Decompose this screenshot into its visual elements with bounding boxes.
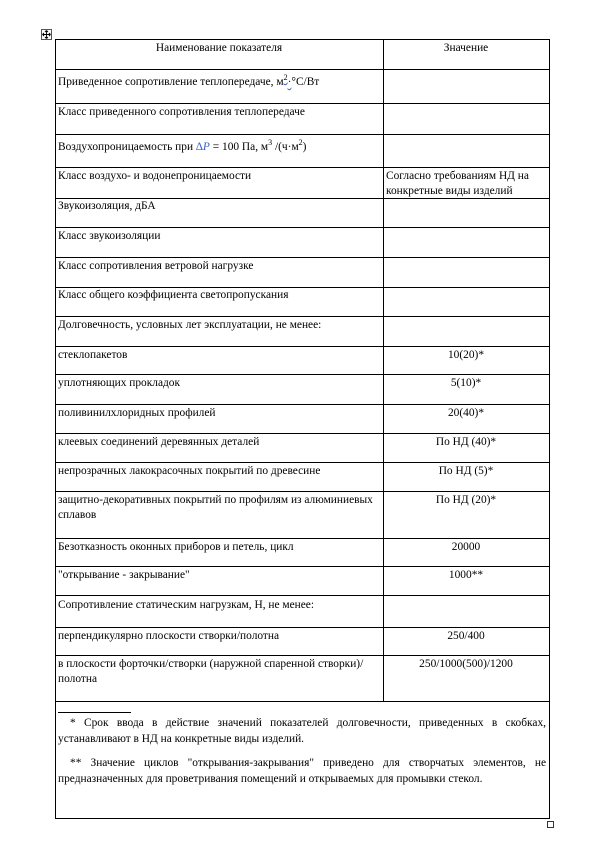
row-divider xyxy=(55,346,550,347)
header-name: Наименование показателя xyxy=(155,42,283,54)
row-glass-units: стеклопакетов xyxy=(58,349,128,361)
row-divider xyxy=(55,316,550,317)
unit-eq: = 100 Па, м xyxy=(209,141,269,153)
row-divider xyxy=(55,462,550,463)
row-pvc-profiles: поливинилхлоридных профилей xyxy=(58,407,216,419)
row-pvc-profiles-value: 20(40)* xyxy=(447,407,485,419)
header-value: Значение xyxy=(443,42,489,54)
table-move-handle[interactable] xyxy=(41,29,52,40)
unit-superscript: 3 xyxy=(268,138,273,147)
table-resize-handle[interactable] xyxy=(547,821,554,828)
row-glue-joints-value: По НД (40)* xyxy=(435,436,497,448)
row-aluminium-coatings-value: По НД (20)* xyxy=(435,494,497,506)
row-open-close: "открывание - закрывание" xyxy=(58,569,190,581)
row-light-class: Класс общего коэффициента светопропускания xyxy=(58,289,289,301)
row-divider xyxy=(55,595,550,596)
row-label: Приведенное сопротивление теплопередаче, м xyxy=(58,76,284,88)
row-thermal-class: Класс приведенного сопротивления теплопередаче xyxy=(58,106,305,118)
unit-dot: · xyxy=(287,76,292,88)
row-divider xyxy=(55,433,550,434)
row-divider xyxy=(55,538,550,539)
footnote-2: ** Значение циклов "открывания-закрывания" приведено для створчатых элементов, не предназначенных для проветривания помещений и открываемых для промывки стекол. xyxy=(58,757,546,785)
row-divider xyxy=(55,566,550,567)
row-divider xyxy=(55,103,550,104)
row-air-water-class: Класс воздухо- и водонепроницаемости xyxy=(58,170,252,182)
row-sound-class: Класс звукоизоляции xyxy=(58,230,161,242)
unit-superscript: 2 xyxy=(298,138,303,147)
row-divider xyxy=(55,134,550,135)
row-divider xyxy=(55,655,550,656)
unit-close: ) xyxy=(302,141,307,153)
column-divider xyxy=(383,39,384,702)
row-air-permeability xyxy=(58,140,380,155)
row-static-loads: Сопротивление статическим нагрузкам, Н, не менее: xyxy=(58,599,315,611)
row-divider xyxy=(55,701,550,702)
row-durability: Долговечность, условных лет эксплуатации, не менее: xyxy=(58,319,322,331)
row-sound-insulation: Звукоизоляция, дБА xyxy=(58,200,156,212)
row-glass-units-value: 10(20)* xyxy=(447,349,485,361)
row-in-plane-value: 250/1000(500)/1200 xyxy=(419,658,513,670)
delta-p-symbol: ∆P xyxy=(195,141,210,153)
table-frame xyxy=(55,39,550,819)
row-wind-class: Класс сопротивления ветровой нагрузке xyxy=(58,260,254,272)
row-label: Воздухопроницаемость при xyxy=(58,141,194,153)
row-divider xyxy=(55,491,550,492)
row-divider xyxy=(55,167,550,168)
row-reliability: Безотказность оконных приборов и петель, цикл xyxy=(58,541,294,553)
row-perpendicular: перпендикулярно плоскости створки/полотна xyxy=(58,630,280,642)
move-arrows-icon xyxy=(42,30,51,39)
row-air-water-class-value: Согласно требованиям НД на конкретные виды изделий xyxy=(386,170,529,197)
row-open-close-value: 1000** xyxy=(448,569,484,581)
row-divider xyxy=(55,69,550,70)
row-divider xyxy=(55,374,550,375)
row-perpendicular-value: 250/400 xyxy=(447,630,485,642)
row-reliability-value: 20000 xyxy=(451,541,481,553)
row-divider xyxy=(55,404,550,405)
row-divider xyxy=(55,227,550,228)
unit-tail: °С/Вт xyxy=(291,76,320,88)
footnote-separator xyxy=(58,712,131,713)
row-glue-joints: клеевых соединений деревянных деталей xyxy=(58,436,260,448)
unit-mid: /(ч·м xyxy=(272,141,299,153)
row-divider xyxy=(55,257,550,258)
footnote-1: * Срок ввода в действие значений показателей долговечности, приведенных в скобках, устанавливают в НД на конкретные виды изделий. xyxy=(58,717,546,745)
row-paint-coatings: непрозрачных лакокрасочных покрытий по древесине xyxy=(58,465,321,477)
row-divider xyxy=(55,627,550,628)
row-in-plane: в плоскости форточки/створки (наружной спаренной створки)/полотна xyxy=(58,658,364,685)
row-seals: уплотняющих прокладок xyxy=(58,377,181,389)
unit-superscript: 2 xyxy=(283,73,288,82)
row-aluminium-coatings: защитно-декоративных покрытий по профилям из алюминиевых сплавов xyxy=(58,494,373,521)
row-seals-value: 5(10)* xyxy=(450,377,482,389)
row-thermal-resistance xyxy=(58,75,380,90)
row-paint-coatings-value: По НД (5)* xyxy=(438,465,494,477)
